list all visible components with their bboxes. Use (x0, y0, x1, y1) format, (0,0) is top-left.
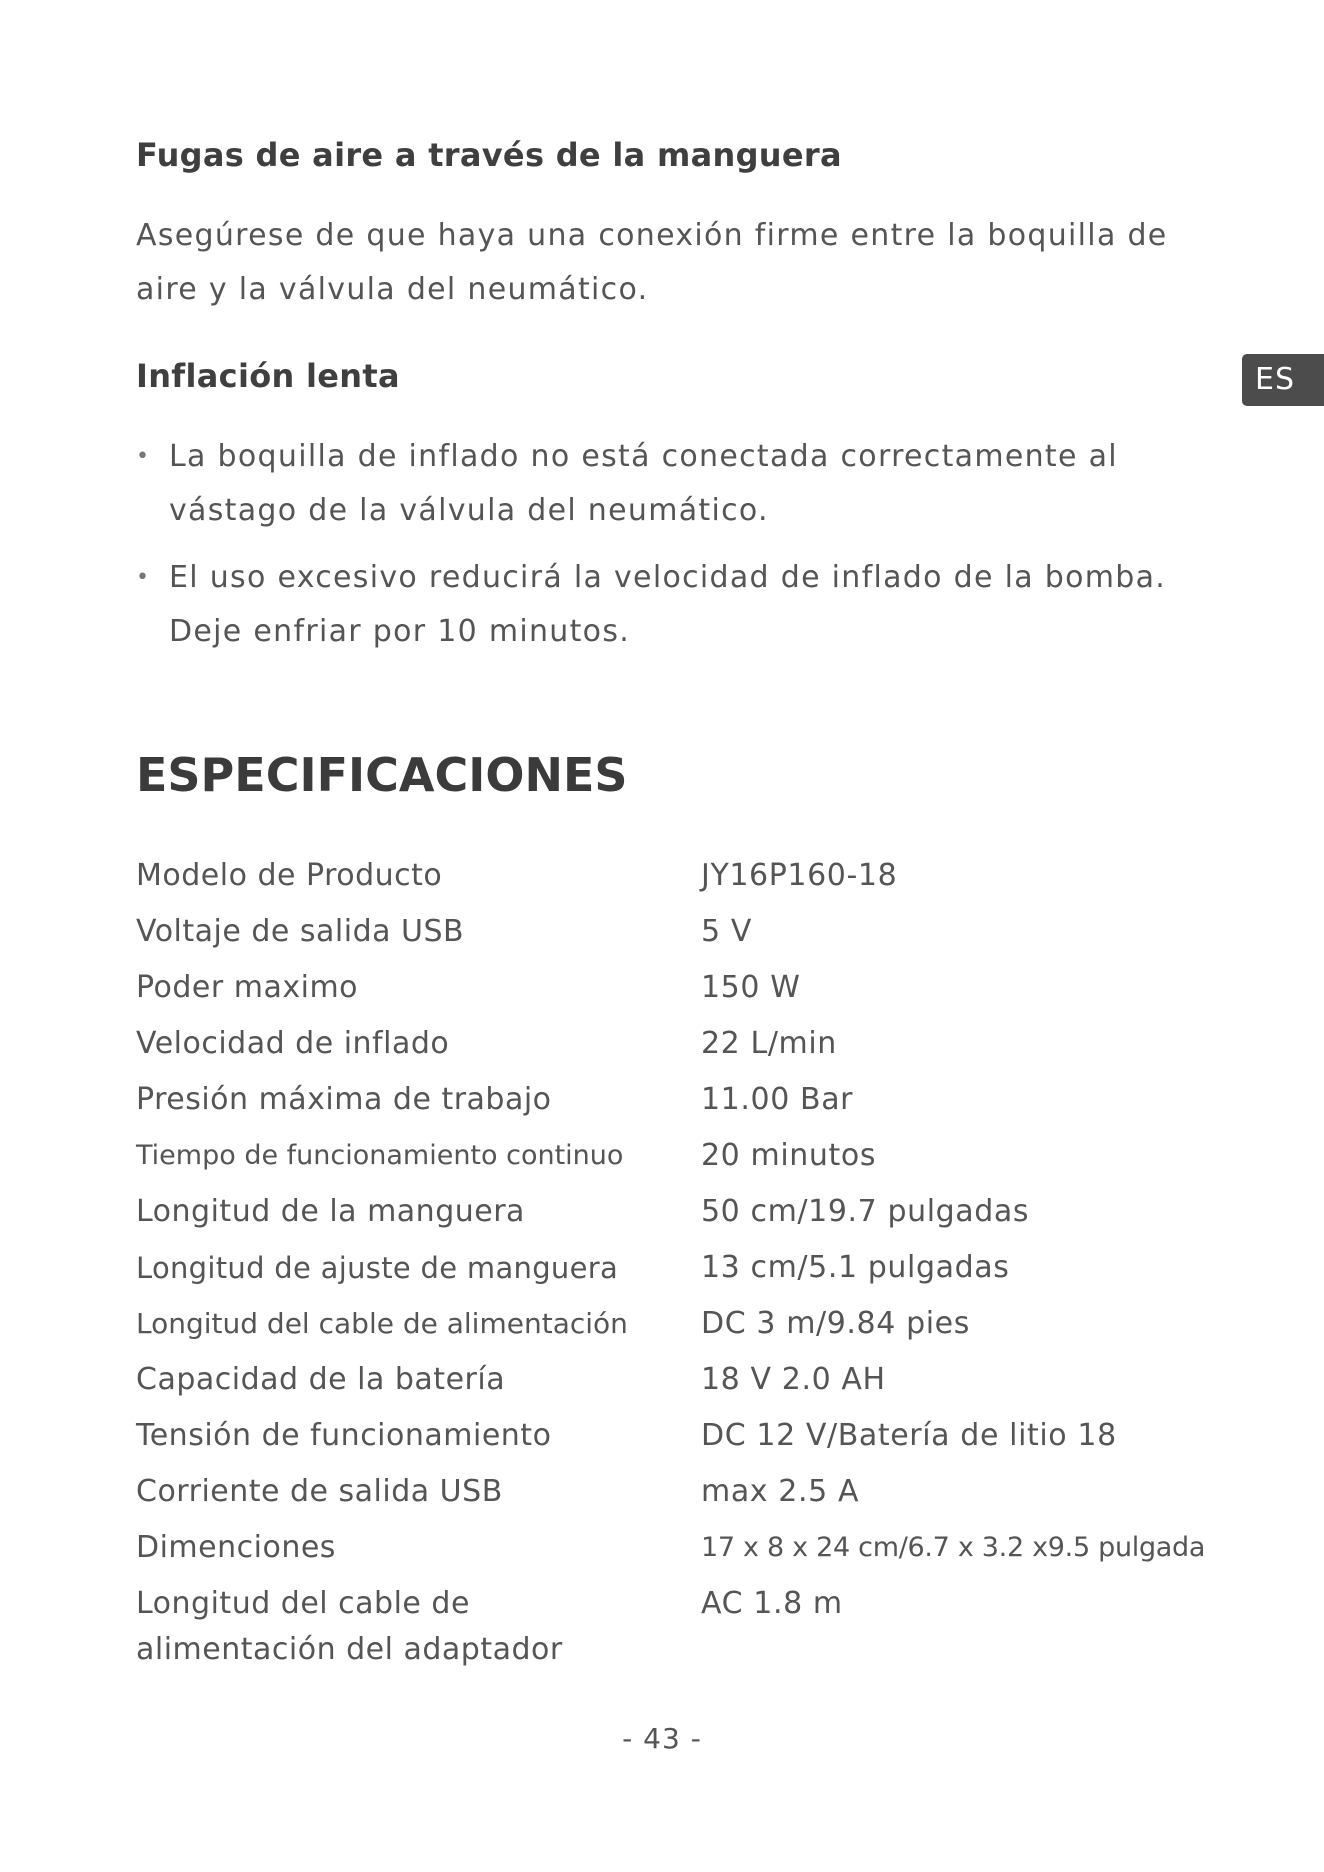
spec-value: max 2.5 A (701, 1474, 860, 1509)
spec-value: 150 W (701, 970, 801, 1005)
language-tab: ES (1242, 354, 1324, 406)
spec-value: AC 1.8 m (701, 1586, 843, 1621)
spec-label: Presión máxima de trabajo (136, 1082, 552, 1117)
air-leak-heading: Fugas de aire a través de la manguera (136, 136, 842, 174)
specifications-table (136, 853, 1206, 1683)
spec-row (136, 1357, 1206, 1403)
spec-row (136, 1413, 1206, 1459)
bullet-text: La boquilla de inflado no está conectada correctamente al vástago de la válvula del neumático. (169, 439, 1118, 528)
spec-label: Dimenciones (136, 1530, 336, 1565)
spec-row (136, 1021, 1206, 1067)
spec-row (136, 909, 1206, 955)
list-item (136, 430, 1196, 538)
spec-value: 11.00 Bar (701, 1082, 854, 1117)
spec-label: Poder maximo (136, 970, 359, 1005)
spec-row (136, 1077, 1206, 1123)
spec-value: 5 V (701, 914, 752, 949)
spec-row (136, 1133, 1206, 1179)
spec-label: Corriente de salida USB (136, 1474, 503, 1509)
bullet-icon: • (136, 444, 151, 469)
spec-value: 50 cm/19.7 pulgadas (701, 1194, 1030, 1229)
spec-label: Tiempo de funcionamiento continuo (136, 1140, 624, 1171)
spec-label: Longitud del cable de alimentación del adaptador (136, 1586, 563, 1667)
spec-label: Longitud de ajuste de manguera (136, 1251, 619, 1285)
slow-inflation-list (136, 430, 1196, 672)
spec-label: Longitud de la manguera (136, 1194, 525, 1229)
spec-label: Velocidad de inflado (136, 1026, 450, 1061)
spec-row (136, 1189, 1206, 1235)
spec-value: DC 12 V/Batería de litio 18 (701, 1418, 1117, 1453)
spec-row (136, 1525, 1206, 1571)
spec-label: Modelo de Producto (136, 858, 443, 893)
list-item (136, 551, 1196, 659)
spec-row (136, 1245, 1206, 1291)
spec-value: DC 3 m/9.84 pies (701, 1306, 970, 1341)
spec-value: 20 minutos (701, 1138, 877, 1173)
spec-row (136, 853, 1206, 899)
spec-row (136, 1581, 1206, 1673)
specifications-heading: ESPECIFICACIONES (136, 748, 628, 802)
bullet-icon: • (136, 565, 151, 590)
spec-value: 13 cm/5.1 pulgadas (701, 1250, 1010, 1285)
spec-value: 17 x 8 x 24 cm/6.7 x 3.2 x9.5 pulgada (701, 1532, 1206, 1563)
spec-label: Capacidad de la batería (136, 1362, 506, 1397)
page-number: - 43 - (622, 1722, 702, 1755)
spec-row (136, 1469, 1206, 1515)
spec-value: JY16P160-18 (701, 858, 898, 893)
spec-row (136, 965, 1206, 1011)
slow-inflation-heading: Inflación lenta (136, 357, 400, 395)
spec-value: 22 L/min (701, 1026, 837, 1061)
spec-label: Voltaje de salida USB (136, 914, 465, 949)
spec-label: Longitud del cable de alimentación (136, 1307, 628, 1340)
spec-value: 18 V 2.0 AH (701, 1362, 886, 1397)
bullet-text: El uso excesivo reducirá la velocidad de inflado de la bomba. Deje enfriar por 10 minutos. (169, 560, 1167, 649)
spec-row (136, 1301, 1206, 1347)
spec-label: Tensión de funcionamiento (136, 1418, 552, 1453)
air-leak-paragraph: Asegúrese de que haya una conexión firme entre la boquilla de aire y la válvula del neumático. (136, 218, 1168, 307)
